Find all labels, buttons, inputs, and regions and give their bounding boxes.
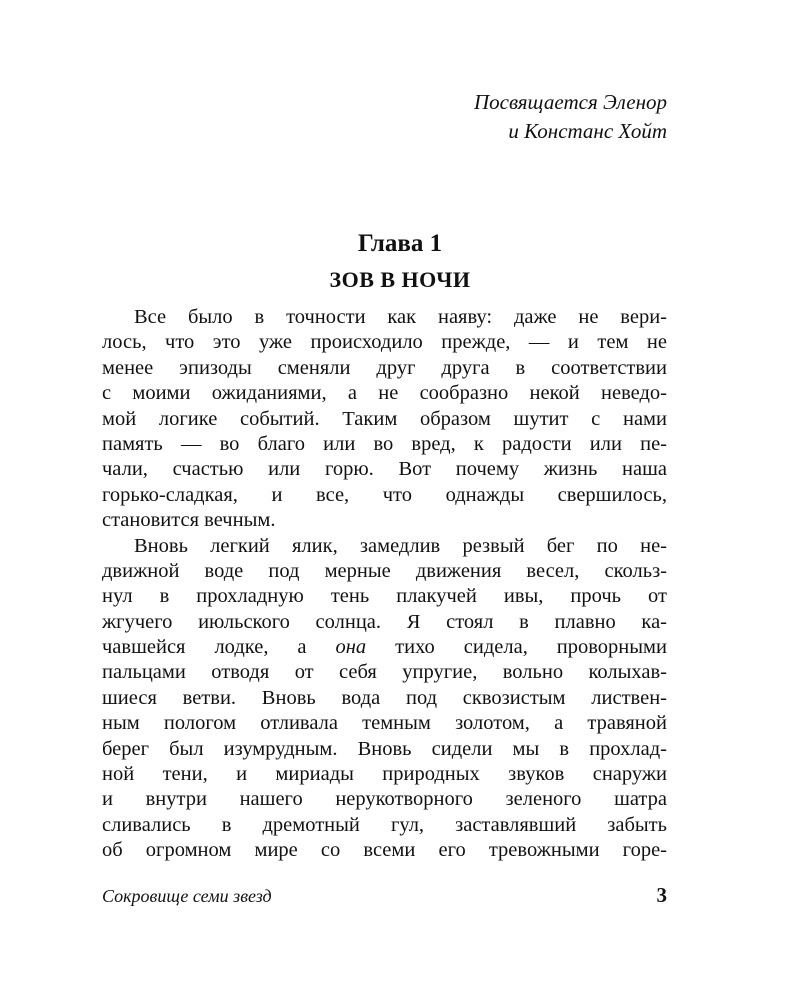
body-text (102, 305, 667, 864)
dedication-line: Посвящается Эленор (473, 90, 667, 114)
chapter-number: Глава 1 (357, 230, 443, 257)
text-line: менее эпизоды сменяли друг друга в соответствии (102, 356, 667, 379)
text-line: берег был изумрудным. Вновь сидели мы в прохлад- (102, 737, 667, 760)
text-line: ным пологом отливала темным золотом, а травяной (102, 712, 667, 735)
text-segment: тихо сидела, проворными (366, 636, 667, 659)
running-footer-title: Сокровище семи звезд (102, 886, 272, 906)
text-line: становится вечным. (102, 509, 276, 532)
text-line: пальцами отводя от себя упругие, вольно колыхав- (102, 661, 667, 684)
text-line: память — во благо или во вред, к радости или пе- (102, 432, 667, 455)
emphasized-word: она (335, 636, 367, 659)
text-line-emphasis (102, 635, 667, 660)
text-line: и внутри нашего нерукотворного зеленого шатра (102, 788, 667, 811)
dedication (474, 88, 667, 146)
text-line: с моими ожиданиями, а не сообразно некой неведо- (102, 382, 667, 405)
text-line: жгучего июльского солнца. Я стоял в плавно ка- (102, 610, 667, 633)
text-line: шиеся ветви. Вновь вода под сквозистым листвен- (102, 686, 667, 709)
text-line: движной воде под мерные движения весел, скольз- (102, 559, 667, 582)
text-line: Все было в точности как наяву: даже не вери- (134, 306, 667, 328)
dedication-line: и Констанс Хойт (508, 119, 667, 143)
text-line: лось, что это уже происходило прежде, — и тем не (102, 331, 667, 354)
text-segment: чавшейся лодке, а (102, 636, 336, 659)
text-line: Вновь легкий ялик, замедлив резвый бег по не- (134, 534, 667, 557)
text-line: нул в прохладную тень плакучей ивы, прочь от (102, 585, 667, 608)
text-line: горько-сладкая, и все, что однажды свершилось, (102, 483, 667, 506)
chapter-title: ЗОВ В НОЧИ (329, 267, 471, 292)
text-line: сливались в дремотный гул, заставлявший забыть (102, 813, 667, 836)
text-line: мой логике событий. Таким образом шутит с нами (102, 407, 667, 430)
page-number: 3 (656, 883, 667, 907)
text-line: об огромном мире со всеми его тревожными горе- (102, 839, 667, 862)
text-line: чали, счастью или горю. Вот почему жизнь наша (102, 458, 667, 481)
text-line: ной тени, и мириады природных звуков снаружи (102, 763, 667, 786)
